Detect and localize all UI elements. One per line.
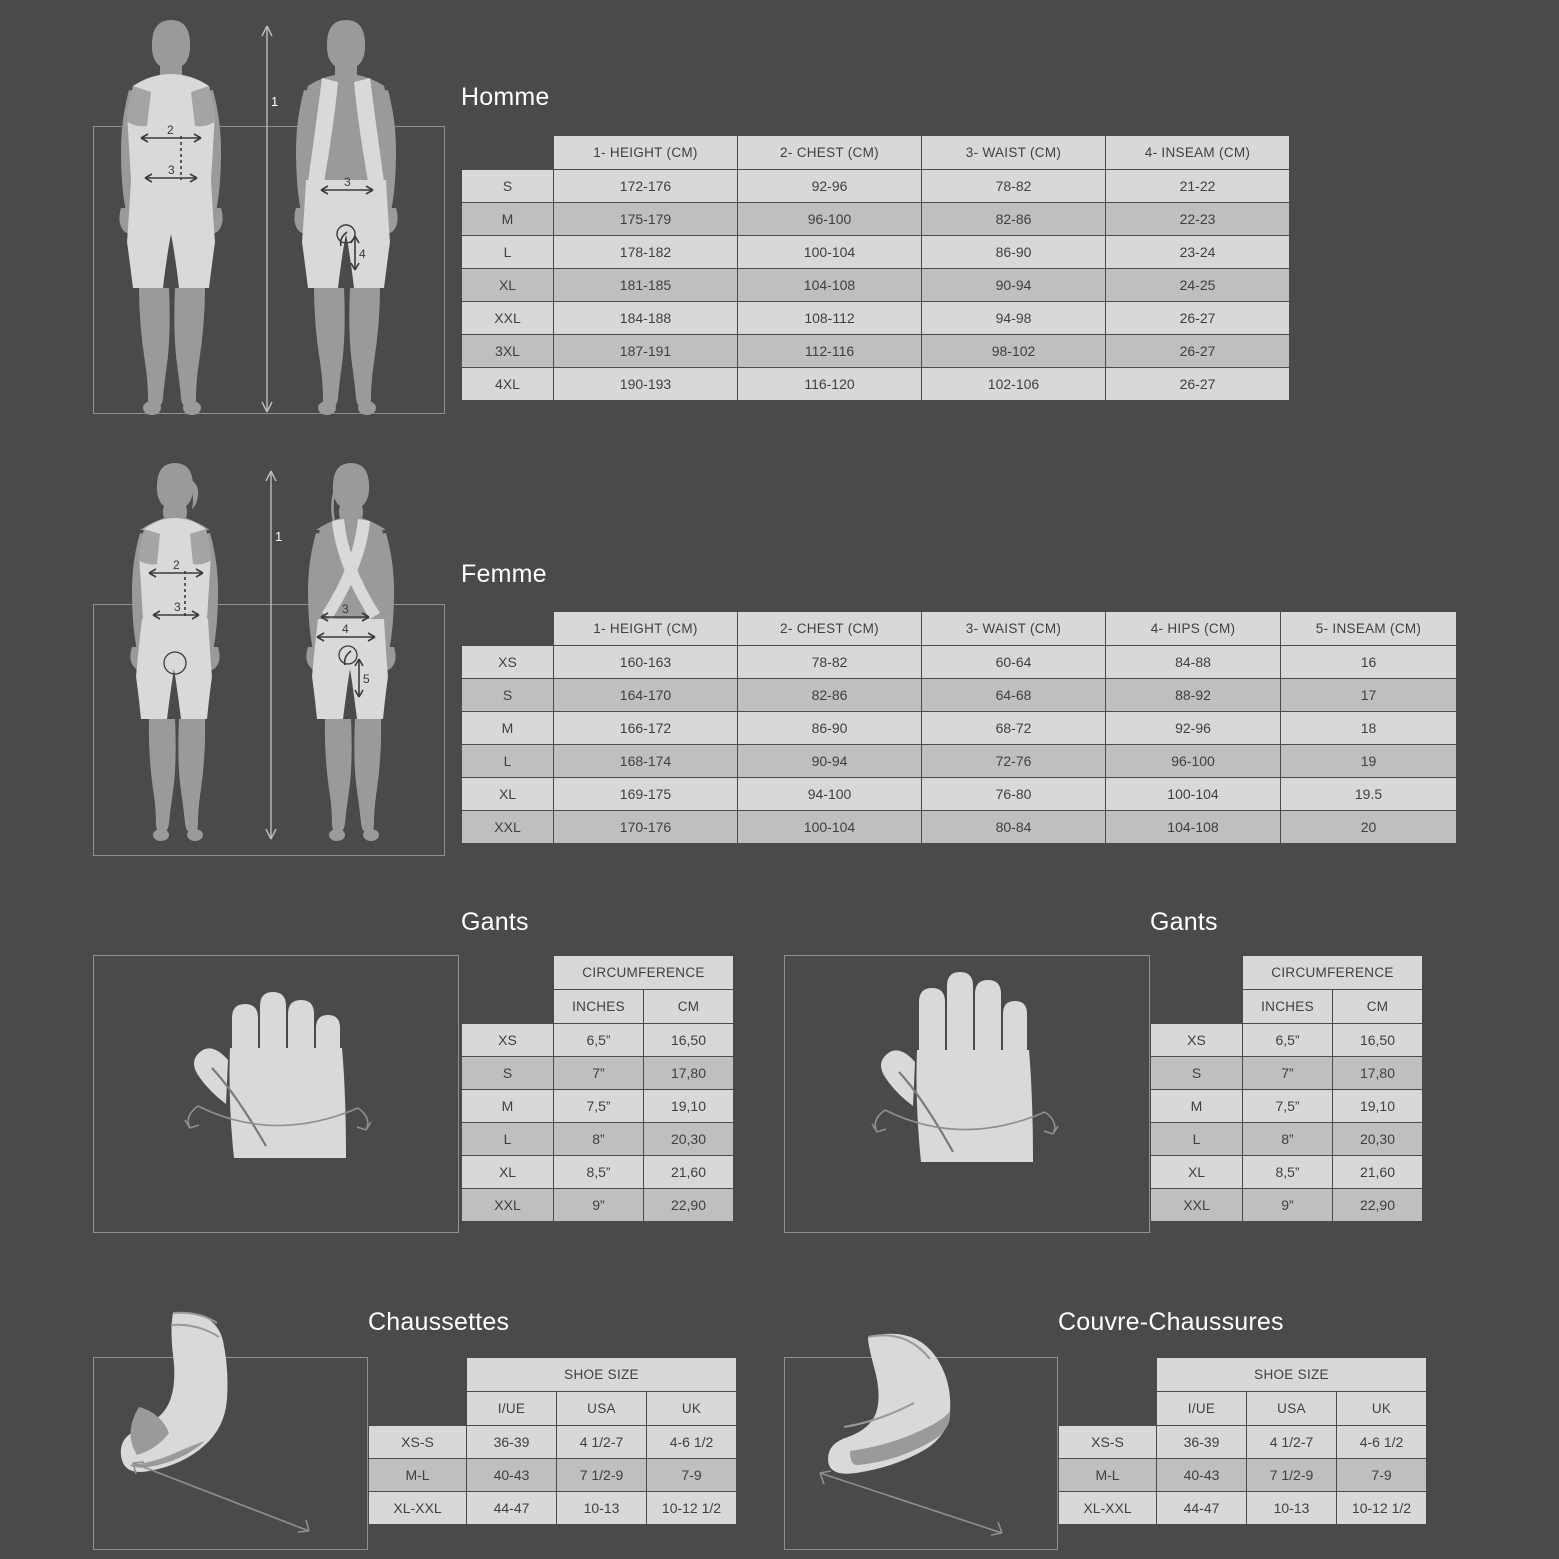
row-cell: 92-96 bbox=[738, 170, 922, 203]
table-row bbox=[462, 335, 1290, 368]
row-cell: 26-27 bbox=[1106, 368, 1290, 401]
row-cell: 112-116 bbox=[738, 335, 922, 368]
row-cell: 36-39 bbox=[1157, 1426, 1247, 1459]
table-row bbox=[462, 811, 1457, 844]
women-header-4: 4- HIPS (CM) bbox=[1106, 612, 1281, 646]
row-cell: 169-175 bbox=[554, 778, 738, 811]
women-dim-5-label: 5 bbox=[363, 672, 370, 686]
table-header-row bbox=[462, 612, 1457, 646]
table-row bbox=[1151, 1024, 1423, 1057]
row-cell: 4-6 1/2 bbox=[647, 1426, 737, 1459]
row-cell: 20,30 bbox=[644, 1123, 734, 1156]
row-cell: 7” bbox=[554, 1057, 644, 1090]
row-cell: 16 bbox=[1281, 646, 1457, 679]
row-size: L bbox=[462, 236, 554, 269]
row-cell: 60-64 bbox=[922, 646, 1106, 679]
row-cell: 24-25 bbox=[1106, 269, 1290, 302]
men-dim-4-label: 4 bbox=[359, 247, 366, 261]
row-cell: 19.5 bbox=[1281, 778, 1457, 811]
women-back-figure bbox=[306, 463, 395, 841]
table-row bbox=[462, 745, 1457, 778]
row-cell: 7,5” bbox=[554, 1090, 644, 1123]
row-cell: 166-172 bbox=[554, 712, 738, 745]
row-size: XL bbox=[462, 778, 554, 811]
row-cell: 96-100 bbox=[1106, 745, 1281, 778]
table-row bbox=[369, 1459, 737, 1492]
row-size: M bbox=[1151, 1090, 1243, 1123]
row-size: XL bbox=[462, 269, 554, 302]
table-header-row bbox=[462, 956, 734, 990]
row-cell: 9” bbox=[1243, 1189, 1333, 1222]
women-size-table bbox=[461, 611, 1457, 844]
men-section-title: Homme bbox=[461, 83, 550, 111]
men-table-wrap bbox=[461, 135, 1290, 401]
gloves-long-table-wrap bbox=[1150, 955, 1423, 1222]
overshoes-title: Couvre-Chaussures bbox=[1058, 1308, 1284, 1336]
row-cell: 10-13 bbox=[1247, 1492, 1337, 1525]
table-row bbox=[462, 1189, 734, 1222]
women-header-2: 2- CHEST (CM) bbox=[738, 612, 922, 646]
row-cell: 116-120 bbox=[738, 368, 922, 401]
gloves-short-table-wrap bbox=[461, 955, 734, 1222]
table-row bbox=[462, 236, 1290, 269]
row-cell: 40-43 bbox=[467, 1459, 557, 1492]
row-cell: 20 bbox=[1281, 811, 1457, 844]
row-cell: 168-174 bbox=[554, 745, 738, 778]
row-cell: 102-106 bbox=[922, 368, 1106, 401]
row-cell: 44-47 bbox=[467, 1492, 557, 1525]
row-size: M-L bbox=[1059, 1459, 1157, 1492]
women-figure-illustration bbox=[93, 455, 445, 860]
long-finger-glove-illustration bbox=[785, 956, 1149, 1232]
row-size: XXL bbox=[1151, 1189, 1243, 1222]
row-cell: 7” bbox=[1243, 1057, 1333, 1090]
row-cell: 100-104 bbox=[1106, 778, 1281, 811]
table-row bbox=[462, 269, 1290, 302]
row-size: S bbox=[462, 679, 554, 712]
row-cell: 86-90 bbox=[738, 712, 922, 745]
row-cell: 17,80 bbox=[644, 1057, 734, 1090]
overshoes-illustration bbox=[784, 1295, 1058, 1550]
row-cell: 178-182 bbox=[554, 236, 738, 269]
row-cell: 21-22 bbox=[1106, 170, 1290, 203]
table-row bbox=[1059, 1492, 1427, 1525]
table-row bbox=[462, 1057, 734, 1090]
row-size: 4XL bbox=[462, 368, 554, 401]
row-cell: 90-94 bbox=[738, 745, 922, 778]
women-height-arrow bbox=[266, 471, 282, 839]
table-header-row bbox=[369, 1358, 737, 1392]
overshoes-table bbox=[1058, 1357, 1427, 1525]
row-cell: 23-24 bbox=[1106, 236, 1290, 269]
row-cell: 20,30 bbox=[1333, 1123, 1423, 1156]
men-front-figure bbox=[119, 20, 222, 415]
row-cell: 19,10 bbox=[644, 1090, 734, 1123]
row-cell: 172-176 bbox=[554, 170, 738, 203]
row-size: M bbox=[462, 203, 554, 236]
table-subheader-row bbox=[369, 1392, 737, 1426]
table-header-row bbox=[462, 136, 1290, 170]
row-size: XL bbox=[462, 1156, 554, 1189]
women-dim-3b-label: 3 bbox=[342, 602, 349, 616]
table-row bbox=[462, 368, 1290, 401]
men-dim-3-label: 3 bbox=[168, 163, 175, 177]
row-size: L bbox=[462, 745, 554, 778]
gloves-short-sub-2: CM bbox=[644, 990, 734, 1024]
table-header-row bbox=[1151, 956, 1423, 990]
row-size: S bbox=[462, 1057, 554, 1090]
men-height-arrow bbox=[262, 26, 278, 412]
row-cell: 19 bbox=[1281, 745, 1457, 778]
men-header-4: 4- INSEAM (CM) bbox=[1106, 136, 1290, 170]
socks-sub-3: UK bbox=[647, 1392, 737, 1426]
row-cell: 36-39 bbox=[467, 1426, 557, 1459]
row-cell: 18 bbox=[1281, 712, 1457, 745]
row-cell: 86-90 bbox=[922, 236, 1106, 269]
row-size: XS bbox=[462, 1024, 554, 1057]
row-cell: 164-170 bbox=[554, 679, 738, 712]
row-size: XS bbox=[1151, 1024, 1243, 1057]
row-cell: 19,10 bbox=[1333, 1090, 1423, 1123]
row-cell: 72-76 bbox=[922, 745, 1106, 778]
gloves-long-sub-0 bbox=[1151, 990, 1243, 1024]
socks-table-wrap bbox=[368, 1357, 737, 1525]
row-size: S bbox=[1151, 1057, 1243, 1090]
men-dim-1-label: 1 bbox=[271, 94, 279, 109]
women-header-5: 5- INSEAM (CM) bbox=[1281, 612, 1457, 646]
row-cell: 184-188 bbox=[554, 302, 738, 335]
row-size: XXL bbox=[462, 1189, 554, 1222]
gloves-long-table bbox=[1150, 955, 1423, 1222]
table-row bbox=[462, 302, 1290, 335]
row-cell: 88-92 bbox=[1106, 679, 1281, 712]
row-cell: 21,60 bbox=[1333, 1156, 1423, 1189]
table-subheader-row bbox=[1151, 990, 1423, 1024]
table-row bbox=[1059, 1459, 1427, 1492]
row-cell: 8” bbox=[554, 1123, 644, 1156]
table-row bbox=[1059, 1426, 1427, 1459]
sock-illustration bbox=[93, 1295, 368, 1550]
gloves-short-blank-corner bbox=[462, 956, 554, 990]
row-cell: 22,90 bbox=[1333, 1189, 1423, 1222]
row-size: XXL bbox=[462, 811, 554, 844]
table-row bbox=[462, 1156, 734, 1189]
row-cell: 104-108 bbox=[1106, 811, 1281, 844]
row-size: XS-S bbox=[369, 1426, 467, 1459]
row-size: XL bbox=[1151, 1156, 1243, 1189]
gloves-short-sub-1: INCHES bbox=[554, 990, 644, 1024]
socks-illustration bbox=[93, 1295, 368, 1550]
row-cell: 82-86 bbox=[738, 679, 922, 712]
row-cell: 9” bbox=[554, 1189, 644, 1222]
gloves-long-blank-corner bbox=[1151, 956, 1243, 990]
socks-sub-0 bbox=[369, 1392, 467, 1426]
row-cell: 7 1/2-9 bbox=[557, 1459, 647, 1492]
gloves-short-sub-0 bbox=[462, 990, 554, 1024]
row-cell: 90-94 bbox=[922, 269, 1106, 302]
row-cell: 16,50 bbox=[1333, 1024, 1423, 1057]
gloves-short-title: Gants bbox=[461, 908, 529, 936]
women-header-1: 1- HEIGHT (CM) bbox=[554, 612, 738, 646]
row-cell: 76-80 bbox=[922, 778, 1106, 811]
row-cell: 44-47 bbox=[1157, 1492, 1247, 1525]
row-cell: 64-68 bbox=[922, 679, 1106, 712]
socks-sub-1: I/UE bbox=[467, 1392, 557, 1426]
women-dim-1-label: 1 bbox=[275, 529, 283, 544]
row-size: XS bbox=[462, 646, 554, 679]
table-subheader-row bbox=[1059, 1392, 1427, 1426]
row-cell: 100-104 bbox=[738, 811, 922, 844]
row-cell: 84-88 bbox=[1106, 646, 1281, 679]
row-cell: 108-112 bbox=[738, 302, 922, 335]
women-header-0 bbox=[462, 612, 554, 646]
gloves-short-group-header: CIRCUMFERENCE bbox=[554, 956, 734, 990]
overshoes-sub-0 bbox=[1059, 1392, 1157, 1426]
row-cell: 10-12 1/2 bbox=[1337, 1492, 1427, 1525]
men-size-table bbox=[461, 135, 1290, 401]
gloves-short-figure-box bbox=[93, 955, 459, 1233]
gloves-long-sub-2: CM bbox=[1333, 990, 1423, 1024]
row-cell: 4 1/2-7 bbox=[1247, 1426, 1337, 1459]
table-row bbox=[462, 712, 1457, 745]
table-row bbox=[462, 1024, 734, 1057]
row-cell: 68-72 bbox=[922, 712, 1106, 745]
table-row bbox=[462, 170, 1290, 203]
row-size: L bbox=[1151, 1123, 1243, 1156]
socks-blank-corner bbox=[369, 1358, 467, 1392]
row-cell: 94-100 bbox=[738, 778, 922, 811]
row-cell: 40-43 bbox=[1157, 1459, 1247, 1492]
table-row bbox=[369, 1426, 737, 1459]
overshoes-sub-3: UK bbox=[1337, 1392, 1427, 1426]
row-cell: 22-23 bbox=[1106, 203, 1290, 236]
women-dim-3-label: 3 bbox=[174, 600, 181, 614]
row-cell: 80-84 bbox=[922, 811, 1106, 844]
row-cell: 7-9 bbox=[647, 1459, 737, 1492]
row-cell: 26-27 bbox=[1106, 302, 1290, 335]
row-cell: 4-6 1/2 bbox=[1337, 1426, 1427, 1459]
row-size: XXL bbox=[462, 302, 554, 335]
row-cell: 94-98 bbox=[922, 302, 1106, 335]
women-table-wrap bbox=[461, 611, 1457, 844]
row-cell: 8,5” bbox=[554, 1156, 644, 1189]
women-header-3: 3- WAIST (CM) bbox=[922, 612, 1106, 646]
row-size: XS-S bbox=[1059, 1426, 1157, 1459]
row-cell: 78-82 bbox=[922, 170, 1106, 203]
men-header-2: 2- CHEST (CM) bbox=[738, 136, 922, 170]
row-cell: 190-193 bbox=[554, 368, 738, 401]
table-row bbox=[462, 679, 1457, 712]
row-cell: 6,5” bbox=[1243, 1024, 1333, 1057]
overshoe-illustration bbox=[784, 1295, 1058, 1550]
table-row bbox=[462, 203, 1290, 236]
row-cell: 7 1/2-9 bbox=[1247, 1459, 1337, 1492]
row-cell: 7,5” bbox=[1243, 1090, 1333, 1123]
socks-title: Chaussettes bbox=[368, 1308, 510, 1336]
row-cell: 187-191 bbox=[554, 335, 738, 368]
overshoes-sub-1: I/UE bbox=[1157, 1392, 1247, 1426]
row-size: L bbox=[462, 1123, 554, 1156]
men-header-3: 3- WAIST (CM) bbox=[922, 136, 1106, 170]
table-row bbox=[462, 646, 1457, 679]
men-header-0 bbox=[462, 136, 554, 170]
men-back-figure bbox=[294, 20, 397, 415]
table-row bbox=[1151, 1057, 1423, 1090]
overshoes-table-wrap bbox=[1058, 1357, 1427, 1525]
short-finger-glove-illustration bbox=[94, 956, 458, 1232]
men-header-1: 1- HEIGHT (CM) bbox=[554, 136, 738, 170]
table-row bbox=[1151, 1189, 1423, 1222]
row-size: M bbox=[462, 712, 554, 745]
table-row bbox=[1151, 1156, 1423, 1189]
socks-group-header: SHOE SIZE bbox=[467, 1358, 737, 1392]
table-row bbox=[462, 1090, 734, 1123]
table-row bbox=[369, 1492, 737, 1525]
row-cell: 82-86 bbox=[922, 203, 1106, 236]
gloves-long-title: Gants bbox=[1150, 908, 1218, 936]
row-cell: 21,60 bbox=[644, 1156, 734, 1189]
row-size: XL-XXL bbox=[1059, 1492, 1157, 1525]
row-cell: 17 bbox=[1281, 679, 1457, 712]
row-cell: 4 1/2-7 bbox=[557, 1426, 647, 1459]
row-size: M-L bbox=[369, 1459, 467, 1492]
row-cell: 22,90 bbox=[644, 1189, 734, 1222]
row-cell: 10-13 bbox=[557, 1492, 647, 1525]
row-cell: 10-12 1/2 bbox=[647, 1492, 737, 1525]
row-cell: 8” bbox=[1243, 1123, 1333, 1156]
row-cell: 92-96 bbox=[1106, 712, 1281, 745]
row-size: S bbox=[462, 170, 554, 203]
overshoes-blank-corner bbox=[1059, 1358, 1157, 1392]
socks-table bbox=[368, 1357, 737, 1525]
row-cell: 6,5” bbox=[554, 1024, 644, 1057]
table-row bbox=[462, 1123, 734, 1156]
row-cell: 7-9 bbox=[1337, 1459, 1427, 1492]
row-cell: 175-179 bbox=[554, 203, 738, 236]
row-size: 3XL bbox=[462, 335, 554, 368]
women-dim-4-label: 4 bbox=[342, 622, 349, 636]
row-cell: 26-27 bbox=[1106, 335, 1290, 368]
row-cell: 96-100 bbox=[738, 203, 922, 236]
gloves-short-table bbox=[461, 955, 734, 1222]
table-row bbox=[1151, 1123, 1423, 1156]
row-size: XL-XXL bbox=[369, 1492, 467, 1525]
row-cell: 181-185 bbox=[554, 269, 738, 302]
row-cell: 8,5” bbox=[1243, 1156, 1333, 1189]
women-section-title: Femme bbox=[461, 560, 547, 588]
row-cell: 17,80 bbox=[1333, 1057, 1423, 1090]
table-subheader-row bbox=[462, 990, 734, 1024]
men-figure-illustration bbox=[93, 8, 445, 420]
men-dim-3b-label: 3 bbox=[344, 175, 351, 189]
gloves-long-sub-1: INCHES bbox=[1243, 990, 1333, 1024]
row-cell: 170-176 bbox=[554, 811, 738, 844]
socks-sub-2: USA bbox=[557, 1392, 647, 1426]
table-row bbox=[462, 778, 1457, 811]
women-front-figure bbox=[130, 463, 219, 841]
row-size: M bbox=[462, 1090, 554, 1123]
row-cell: 100-104 bbox=[738, 236, 922, 269]
overshoes-sub-2: USA bbox=[1247, 1392, 1337, 1426]
row-cell: 16,50 bbox=[644, 1024, 734, 1057]
gloves-long-group-header: CIRCUMFERENCE bbox=[1243, 956, 1423, 990]
row-cell: 160-163 bbox=[554, 646, 738, 679]
women-dim-2-label: 2 bbox=[173, 558, 180, 572]
row-cell: 78-82 bbox=[738, 646, 922, 679]
table-header-row bbox=[1059, 1358, 1427, 1392]
row-cell: 98-102 bbox=[922, 335, 1106, 368]
men-dim-2-label: 2 bbox=[167, 123, 174, 137]
table-row bbox=[1151, 1090, 1423, 1123]
gloves-long-figure-box bbox=[784, 955, 1150, 1233]
row-cell: 104-108 bbox=[738, 269, 922, 302]
overshoes-group-header: SHOE SIZE bbox=[1157, 1358, 1427, 1392]
